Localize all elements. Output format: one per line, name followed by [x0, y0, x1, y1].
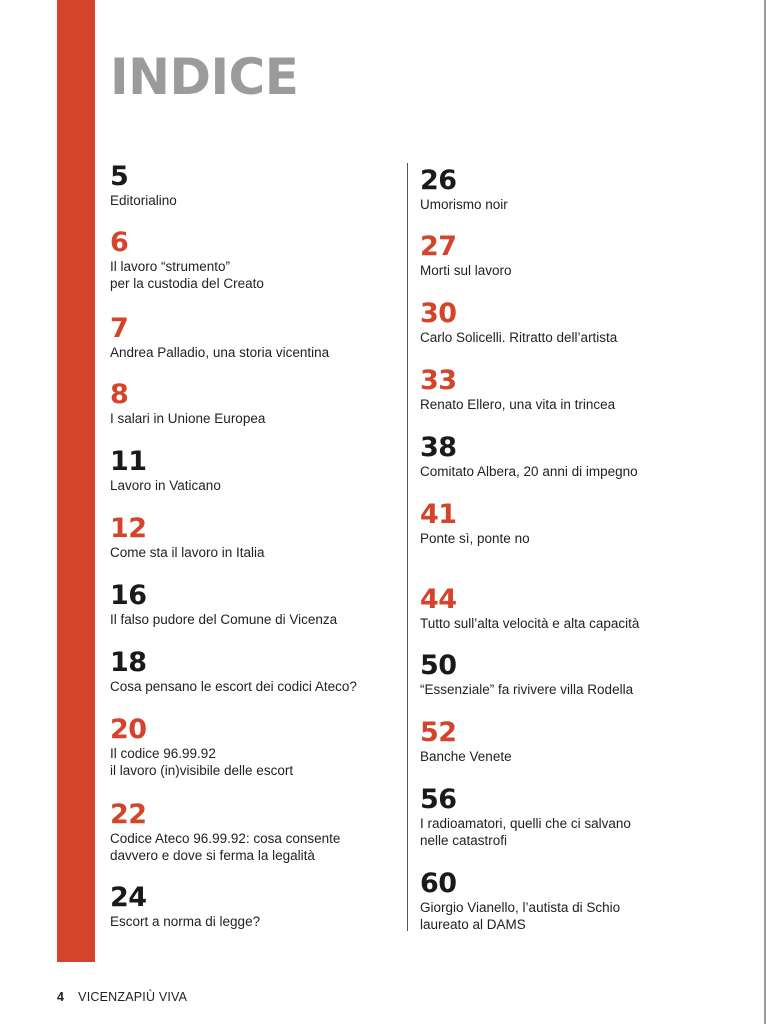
toc-entry[interactable]	[110, 582, 410, 628]
toc-page-number: 33	[420, 365, 457, 396]
toc-entry[interactable]	[110, 801, 410, 864]
toc-page-number: 26	[420, 165, 457, 196]
toc-page-number: 27	[420, 231, 457, 262]
toc-entry[interactable]	[110, 381, 410, 427]
toc-title-line: Andrea Palladio, una storia vicentina	[110, 345, 330, 360]
toc-page-number: 38	[420, 432, 457, 463]
toc-page-number: 16	[110, 580, 147, 611]
toc-title-line: Il codice 96.99.92	[110, 746, 216, 761]
toc-page-number: 11	[110, 446, 147, 477]
toc-title-line: Renato Ellero, una vita in trincea	[420, 397, 616, 412]
toc-entry[interactable]	[420, 586, 720, 632]
toc-page-number: 22	[110, 799, 147, 830]
page-edge-line	[764, 0, 766, 1024]
toc-entry[interactable]	[110, 649, 410, 695]
toc-title-line: Comitato Albera, 20 anni di impegno	[420, 464, 638, 479]
footer-page-number: 4	[57, 990, 65, 1004]
toc-title-line: davvero e dove si ferma la legalità	[110, 848, 315, 863]
toc-title-line: Umorismo noir	[420, 197, 508, 212]
toc-title-line: Tutto sull’alta velocità e alta capacità	[420, 616, 640, 631]
toc-title-line: per la custodia del Creato	[110, 276, 264, 291]
toc-page-number: 18	[110, 647, 147, 678]
toc-title-line: Il falso pudore del Comune di Vicenza	[110, 612, 338, 627]
toc-page-number: 20	[110, 714, 147, 745]
toc-title-line: nelle catastrofi	[420, 833, 508, 848]
toc-page-number: 30	[420, 298, 457, 329]
toc-title-line: Escort a norma di legge?	[110, 914, 261, 929]
toc-title-line: Editorialino	[110, 193, 177, 208]
toc-title-line: I radioamatori, quelli che ci salvano	[420, 816, 631, 831]
toc-page-number: 60	[420, 868, 457, 899]
toc-title-line: laureato al DAMS	[420, 917, 526, 932]
toc-entry[interactable]	[110, 515, 410, 561]
toc-title-line: Il lavoro “strumento”	[110, 259, 231, 274]
toc-entry[interactable]	[420, 233, 720, 279]
toc-page-number: 52	[420, 717, 457, 748]
footer-publication-name: VICENZAPIÙ VIVA	[78, 990, 188, 1004]
toc-page-number: 24	[110, 882, 147, 913]
toc-title-line: Codice Ateco 96.99.92: cosa consente	[110, 831, 341, 846]
toc-page-number: 56	[420, 784, 457, 815]
toc-title-line: il lavoro (in)visibile delle escort	[110, 763, 294, 778]
toc-page-number: 12	[110, 513, 147, 544]
toc-entry[interactable]	[420, 786, 720, 849]
toc-title-line: “Essenziale” fa rivivere villa Rodella	[420, 682, 634, 697]
toc-entry[interactable]	[420, 719, 720, 765]
page-footer	[57, 990, 187, 1004]
toc-title-line: I salari in Unione Europea	[110, 411, 266, 426]
toc-page-number: 7	[110, 313, 129, 344]
toc-title-line: Banche Venete	[420, 749, 512, 764]
toc-entry[interactable]	[420, 367, 720, 413]
toc-entry[interactable]	[420, 300, 720, 346]
toc-title-line: Lavoro in Vaticano	[110, 478, 221, 493]
page-title: INDICE	[110, 48, 299, 106]
toc-entry[interactable]	[420, 870, 720, 933]
toc-page-number: 44	[420, 584, 457, 615]
toc-entry[interactable]	[420, 434, 720, 480]
toc-title-line: Come sta il lavoro in Italia	[110, 545, 265, 560]
toc-entry[interactable]	[110, 884, 410, 930]
toc-entry[interactable]	[420, 501, 720, 547]
toc-title-line: Morti sul lavoro	[420, 263, 512, 278]
toc-entry[interactable]	[110, 448, 410, 494]
toc-page-number: 8	[110, 379, 129, 410]
toc-entry[interactable]	[420, 652, 720, 698]
toc-page-number: 6	[110, 227, 129, 258]
toc-title-line: Giorgio Vianello, l’autista di Schio	[420, 900, 621, 915]
toc-entry[interactable]	[110, 315, 410, 361]
toc-title-line: Cosa pensano le escort dei codici Ateco?	[110, 679, 357, 694]
toc-page-number: 41	[420, 499, 457, 530]
toc-entry[interactable]	[110, 229, 410, 292]
toc-entry[interactable]	[420, 167, 720, 213]
red-side-band	[57, 0, 95, 962]
toc-entry[interactable]	[110, 716, 410, 779]
toc-entry[interactable]	[110, 163, 410, 209]
toc-title-line: Carlo Solicelli. Ritratto dell’artista	[420, 330, 618, 345]
toc-page-number: 5	[110, 161, 129, 192]
toc-title-line: Ponte sì, ponte no	[420, 531, 530, 546]
toc-page-number: 50	[420, 650, 457, 681]
